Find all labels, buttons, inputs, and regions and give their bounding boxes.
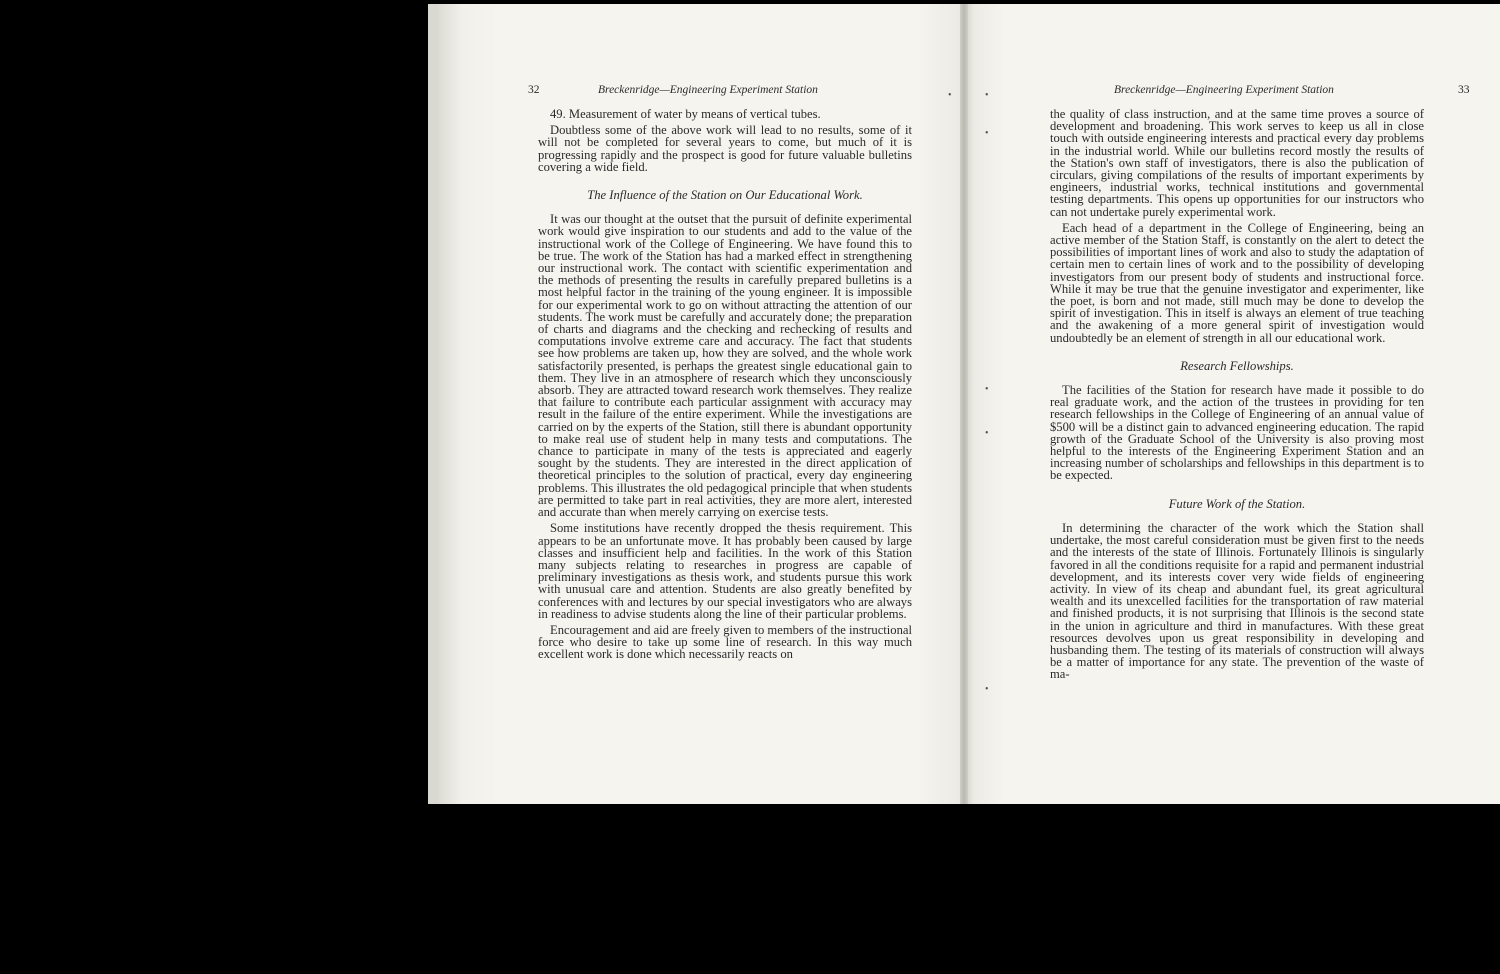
margin-mark: • <box>985 128 989 139</box>
section-heading: Research Fellowships. <box>1180 358 1294 373</box>
right-page <box>964 4 1500 804</box>
margin-mark: • <box>985 90 989 101</box>
margin-mark: • <box>985 428 989 439</box>
paragraph: 49. Measurement of water by means of vertical tubes. <box>550 107 821 121</box>
right-running-title: Breckenridge—Engineering Experiment Station <box>1114 84 1334 96</box>
left-page <box>428 4 964 804</box>
margin-mark: • <box>985 384 989 395</box>
section-heading: The Influence of the Station on Our Educational Work. <box>587 188 863 203</box>
section-heading: Future Work of the Station. <box>1168 496 1306 511</box>
book-spread <box>428 4 1500 804</box>
right-page-number: 33 <box>1458 84 1470 96</box>
left-running-title: Breckenridge—Engineering Experiment Station <box>598 84 818 96</box>
left-text-block <box>538 108 912 665</box>
margin-mark: • <box>948 90 952 101</box>
book-gutter <box>960 4 968 804</box>
paragraph: Doubtless some of the above work will lead to no results, some of it will not be completed for several years to come, but much of it is progressing rapidly and the prospect is good for future valuable bulletins covering a wide field. <box>538 123 912 174</box>
right-text-block <box>1050 108 1424 685</box>
paragraph: Encouragement and aid are freely given to members of the instructional force who desire to take up some line of research. In this way much excellent work is done which necessarily reacts on <box>538 622 912 662</box>
margin-mark: • <box>985 684 989 695</box>
paragraph: the quality of class instruction, and at the same time proves a source of development and broadening. This work serves to keep us all in close touch with outside engineering interests and practical every day problems in the industrial world. While our bulletins record mostly the results of the Station's own staff of investigators, there is also the publication of circulars, giving compilations of the results of important experiments by engineers, industrial works, technical institutions and governmental testing departments. This opens up opportunities for our instructors who can not undertake purely experimental work. <box>1050 107 1424 219</box>
paragraph: Some institutions have recently dropped the thesis requirement. This appears to be an unfortunate move. It has probably been caused by large classes and insufficient help and facilities. In the work of this Station many subjects relating to researches in progress are capable of preliminary investigations as thesis work, and students pursue this work with unusual care and attention. Students are also greatly benefited by conferences with and lectures by our special investigators who are always in readiness to advise students along the line of their particular problems. <box>538 521 912 621</box>
paragraph: In determining the character of the work which the Station shall undertake, the most careful consideration must be given first to the needs and the interests of the state of Illinois. Fortunately Illinois is singularly favored in all the conditions requisite for a rapid and permanent industrial development, and its interests cover very wide fields of engineering activity. In view of its cheap and abundant fuel, its great agricultural wealth and its unexcelled facilities for the transportation of raw material and finished products, it is not surprising that Illinois is the second state in the union in agriculture and third in manufactures. With these great resources devolves upon us great responsibility in developing and husbanding them. The testing of its materials of construction will always be a matter of importance for any state. The prevention of the waste of ma- <box>1050 520 1424 682</box>
paragraph: Each head of a department in the College of Engineering, being an active member of the Station Staff, is constantly on the alert to detect the possibilities of important lines of work and also to study the adaptation of certain men to certain lines of work and to the possibility of developing investigators from our present body of students and instructional force. While it may be true that the genuine investigator and experimenter, like the poet, is born and not made, still much may be done to develop the spirit of investigation. This in itself is always an element of true teaching and the awakening of a more general spirit of investigation would undoubtedly be an element of strength in all our educational work. <box>1050 220 1424 345</box>
left-page-number: 32 <box>528 84 540 96</box>
paragraph: It was our thought at the outset that the pursuit of definite experimental work would give inspiration to our students and add to the value of the instructional work of the College of Engineering. We have found this to be true. The work of the Station has had a marked effect in strengthening our instructional work. The contact with scientific experimentation and the methods of presenting the results in carefully prepared bulletins is a most helpful factor in the training of the young engineer. It is impossible for our experimental work to go on without attracting the attention of our students. The work must be carefully and accurately done; the preparation of charts and diagrams and the checking and rechecking of results and computations involve extreme care and accuracy. The fact that students see how problems are taken up, how they are solved, and the whole work satisfactorily presented, is perhaps the greatest single educational gain to them. They live in an atmosphere of research which they unconsciously absorb. They are attracted toward research work themselves. They realize that failure to contribute each particular assignment with accuracy may result in the failure of the entire experiment. While the investigations are carried on by the experts of the Station, still there is abundant opportunity to make real use of student help in many tests and computations. The chance to participate in many of the tests is appreciated and eagerly sought by the students. They are interested in the direct application of theoretical principles to the solution of practical, every day engineering problems. This illustrates the old pedagogical principle that when students are permitted to take part in real activities, they are more alert, interested and accurate than when merely carrying on exercise tests. <box>538 212 913 520</box>
paragraph: The facilities of the Station for research have made it possible to do real graduate work, and the action of the trustees in providing for ten research fellowships in the College of Engineering of an annual value of $500 will be a distinct gain to advanced engineering education. The rapid growth of the Graduate School of the University is also proving most helpful to the interests of the Engineering Experiment Station and an increasing number of scholarships and fellowships in this department is to be expected. <box>1050 383 1424 483</box>
